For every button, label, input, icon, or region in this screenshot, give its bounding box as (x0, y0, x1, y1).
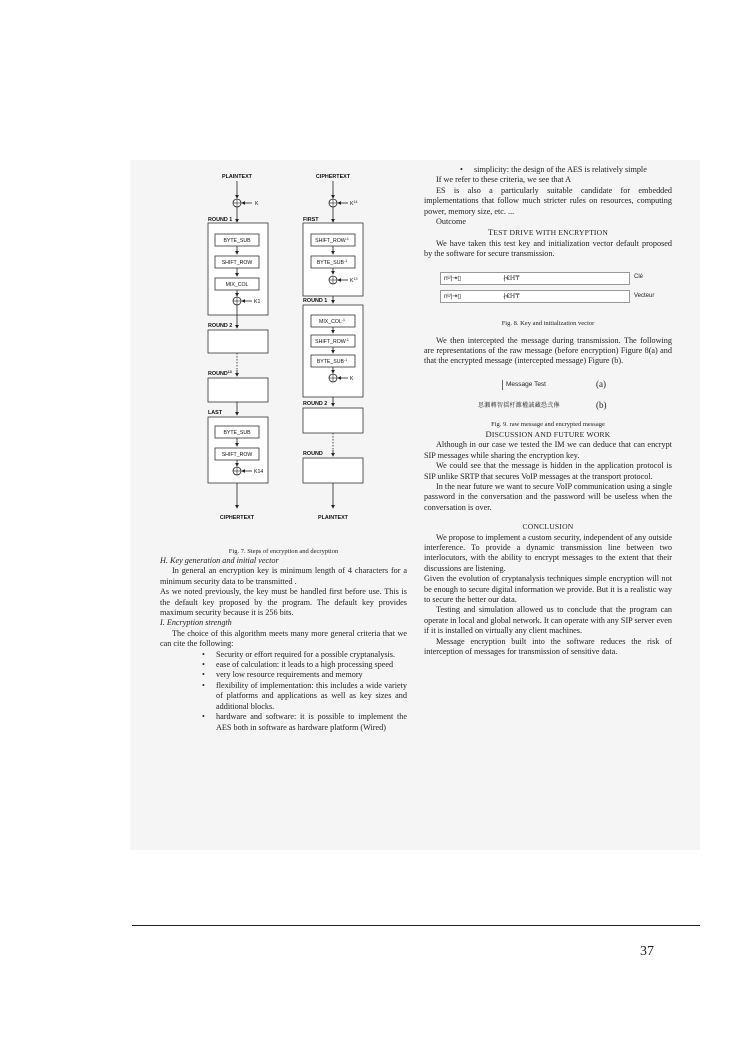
svg-text:BYTE_SUB-1: $BYTE\_SUB^{-1}$ (316, 358, 348, 365)
svg-text:K13: $K^{13}$ (350, 277, 358, 284)
svg-text:BYTE_SUB-1: $BYTE\_SUB^{-1}$ (316, 259, 348, 266)
right-column (424, 165, 672, 657)
list-item: • simplicity: the design of the AES is relatively simple (474, 165, 672, 175)
paragraph: As we noted previously, the key must be handled first before use. This is the default key proposed by the program. The default key provides maximum security because it is 256 bits. (160, 587, 407, 618)
dec-ciphertext-label: CIPHERTEXT (315, 174, 351, 180)
enc-plaintext-label: PLAINTEXT (222, 174, 252, 180)
page-number: 37 (640, 944, 654, 959)
enc-round1-label: ROUND 1 (208, 217, 233, 223)
figure9-messages: Message Test (a) 思瀬轉智揺杅濉權誠藏恐弐㑣 (b) (478, 378, 607, 410)
list-item: • very low resource requirements and memory (216, 670, 407, 680)
paragraph: Testing and simulation allowed us to conclude that the program can operate in local and global network. It can operate with any SIP server even if it is installed on virtually any client machines. (424, 605, 672, 636)
figure7-caption: Fig. 7. Steps of encryption and decryption (228, 548, 339, 555)
svg-text:BYTE_SUB: BYTE_SUB (223, 430, 251, 436)
list-item: • ease of calculation: it leads to a high processing speed (216, 660, 407, 670)
svg-text:BYTE_SUB: BYTE_SUB (223, 238, 251, 244)
vector-label: Vecteur (634, 292, 655, 299)
svg-text:MIX_COL: MIX_COL (225, 282, 249, 288)
svg-text:SHIFT_ROW: SHIFT_ROW (221, 260, 253, 266)
left-column (160, 548, 407, 733)
paragraph: Outcome (436, 217, 467, 227)
raw-message: Message Test (502, 380, 546, 390)
svg-text:MIX_COL-1: $MIX\_COL^{-1}$ (319, 318, 345, 325)
paragraph: Although in our case we tested the IM we can deduce that can encrypt SIP messages while sharing the encryption key. (424, 440, 672, 460)
paragraph: We then intercepted the message during transmission. The following are representations of the raw message (before encryption) Figure 8(a) and that the encrypted message (intercepted message) Figure (b). (424, 335, 672, 366)
paragraph: We have taken this test key and initialization vector default proposed by the software for secure transmission. (424, 238, 672, 259)
figure8-key-vector (424, 268, 672, 320)
enc-round13-label: ROUND$^{13}$ (208, 370, 232, 377)
vector-field[interactable]: nᵁ|⇥▯ ∤€ℍ₸ (440, 290, 630, 303)
list-item: • hardware and software: it is possible to implement the AES both in software as hardware platform (Wired) (216, 712, 407, 733)
figure9-caption: Fig. 9. raw message and encrypted message (491, 420, 605, 428)
section-heading-test-drive: TEST DRIVE WITH ENCRYPTION (487, 227, 609, 238)
svg-text:SHIFT_ROW: SHIFT_ROW (221, 452, 253, 458)
enc-round13-box (208, 378, 268, 402)
section-heading-discussion: DISCUSSION AND FUTURE WORK (485, 428, 611, 439)
paragraph: We could see that the message is hidden in the application protocol is SIP unlike SRTP that secures VoIP messages at the transport protocol. (424, 461, 672, 481)
encryption-decryption-flowchart (195, 170, 375, 525)
encrypted-message: 思瀬轉智揺杅濉權誠藏恐弐㑣 (478, 401, 560, 409)
dec-round2-label: ROUND 2 (303, 401, 328, 407)
dec-first-label: FIRST (303, 217, 319, 223)
enc-round2-box (208, 330, 268, 353)
list-item: • Security or effort required for a possible cryptanalysis. (216, 650, 407, 660)
svg-text:K14: $K^{14}$ (350, 200, 358, 207)
dec-round1-label: ROUND 1 (303, 298, 328, 304)
enc-key-k: K (255, 201, 259, 207)
paragraph: Message encryption built into the software reduces the risk of interception of messages for transmission of sensitive data. (424, 636, 672, 656)
svg-text:SHIFT_ROW-1: $SHIFT\_ROW^{-1}$ (315, 338, 349, 345)
svg-text:K1: K1 (254, 299, 261, 305)
svg-text:K: K (350, 376, 354, 382)
paragraph: Given the evolution of cryptanalysis techniques simple encryption will not be enough to secure digital information we provide. But it is a realistic way to secure the better our data. (424, 574, 672, 604)
svg-text:SHIFT_ROW-1: $SHIFT\_ROW^{-1}$ (315, 237, 349, 244)
criteria-list (160, 650, 407, 733)
heading-encryption-strength: I. Encryption strength (160, 618, 232, 628)
key-label: Clé (634, 273, 644, 280)
dec-round2-box (303, 408, 363, 433)
enc-round2-label: ROUND 2 (208, 323, 233, 329)
paragraph: The choice of this algorithm meets many more general criteria that we can cite the following: (160, 628, 407, 649)
enc-ciphertext-label: CIPHERTEXT (219, 515, 255, 521)
dec-round-label: ROUND (303, 451, 323, 457)
key-field[interactable]: nᵁ|⇥▯ ∤€ℍ₸ (440, 272, 630, 285)
criteria-list-cont (424, 165, 672, 175)
paragraph: In the near future we want to secure VoIP communication using a single password in the conversation and the password will be useless when the conversation is over. (424, 481, 672, 512)
footer-rule (132, 925, 700, 926)
paragraph: In general an encryption key is minimum length of 4 characters for a minimum security data to be transmitted . (160, 566, 407, 586)
paragraph: If we refer to these criteria, we see that A (436, 175, 572, 185)
list-item: • flexibility of implementation: this includes a wide variety of platforms and applications as well as key sizes and additional blocks. (216, 681, 407, 712)
svg-text:K14: K14 (254, 469, 264, 475)
dec-round-box (303, 458, 363, 483)
enc-last-label: LAST (208, 410, 223, 416)
figure8-caption: Fig. 8. Key and initialization vector (501, 319, 595, 327)
heading-key-generation: H. Key generation and initial vector (160, 556, 279, 565)
section-heading-conclusion: CONCLUSION (522, 522, 574, 532)
paragraph: ES is also a particularly suitable candidate for embedded implementations that follow much stricter rules on resources, computing power, memory size, etc. ... (424, 185, 672, 216)
dec-plaintext-label: PLAINTEXT (318, 515, 348, 521)
paragraph: We propose to implement a custom security, independent of any outside interference. To provide a dynamic transmission line between two interlocutors, with the ability to encrypt messages to the extent that their discussions are listening. (424, 532, 672, 573)
